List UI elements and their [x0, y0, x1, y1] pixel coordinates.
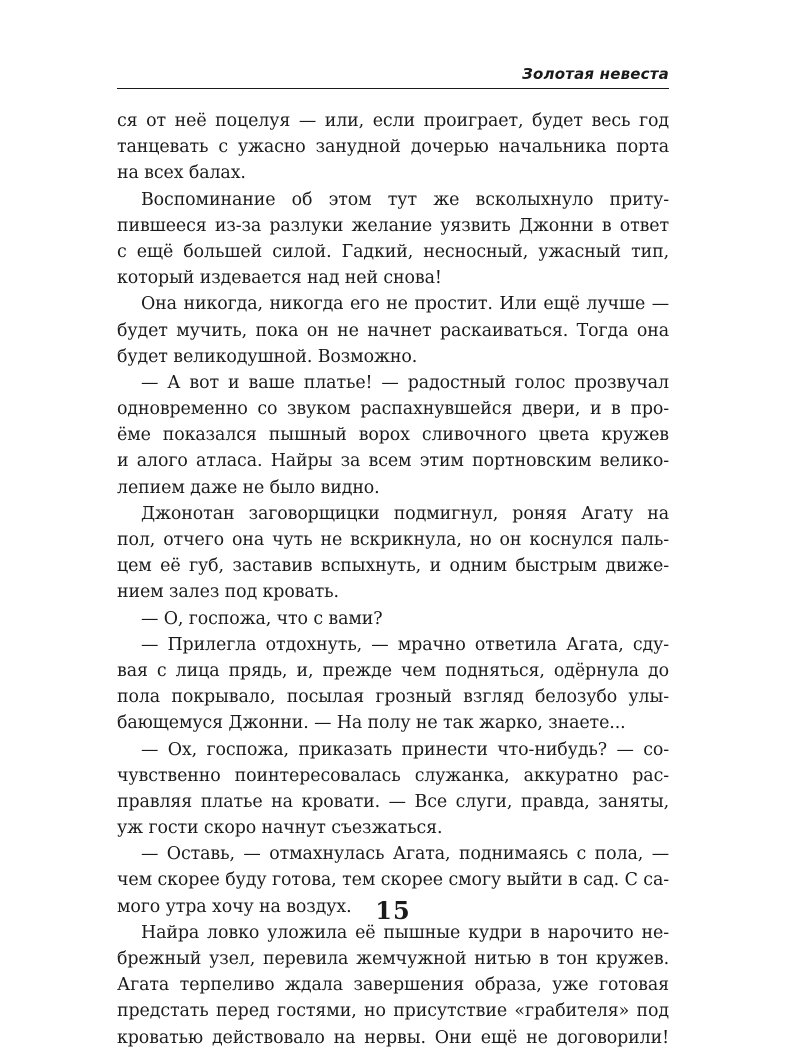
- text-line: пол, отчего она чуть не вскрикнула, но он коснулся паль-: [117, 530, 669, 550]
- text-line: Она никогда, никогда его не простит. Или ещё лучше —: [141, 294, 669, 315]
- text-line: ёме показался пышный ворох сливочного цвета кружев: [117, 425, 669, 446]
- text-line: — Ох, госпожа, приказать принести что-нибудь? — со-: [141, 739, 669, 760]
- text-line: Агата терпеливо ждала завершения образа, уже готовая: [117, 975, 669, 996]
- text-line: будет мучить, пока он не начнет раскаиваться. Тогда она: [117, 320, 669, 341]
- text-line: Джонотан заговорщицки подмигнул, роняя Агату на: [141, 503, 669, 524]
- text-line: пившееся из-за разлуки желание уязвить Джонни в ответ: [117, 215, 669, 236]
- text-line: на всех балах.: [117, 163, 246, 184]
- text-line: и алого атласа. Найры за всем этим портновским велико-: [117, 451, 669, 472]
- text-line: лепием даже не было видно.: [117, 477, 380, 498]
- text-line: — Оставь, — отмахнулась Агата, поднимаясь с пола, —: [141, 844, 669, 865]
- text-line: мого утра хочу на воздух.: [117, 896, 352, 917]
- text-line: Найра ловко уложила её пышные кудри в нарочито не-: [141, 922, 669, 943]
- text-line: бающемуся Джонни. — На полу не так жарко, знаете...: [117, 713, 626, 734]
- text-line: танцевать с ужасно занудной дочерью начальника порта: [117, 137, 669, 158]
- text-line: ся от неё поцелуя — или, если проиграет, будет весь год: [117, 111, 669, 131]
- page-number: 15: [375, 896, 411, 925]
- text-line: — Прилегла отдохнуть, — мрачно ответила Агата, сду-: [141, 634, 669, 655]
- text-line: который издевается над ней снова!: [117, 268, 442, 289]
- header-rule: [117, 88, 669, 89]
- text-line: чувственно поинтересовалась служанка, аккуратно рас-: [117, 765, 669, 786]
- text-line: пола покрывало, посылая грозный взгляд белозубо улы-: [117, 687, 669, 708]
- text-line: нием залез под кровать.: [117, 582, 339, 603]
- text-line: чем скорее буду готова, тем скорее смогу выйти в сад. С са-: [117, 870, 669, 891]
- text-line: правляя платье на кровати. — Все слуги, правда, заняты,: [117, 791, 669, 812]
- text-line: уж гости скоро начнут съезжаться.: [117, 818, 443, 839]
- text-line: цем её губ, заставив вспыхнуть, и одним быстрым движе-: [117, 556, 669, 577]
- text-line: предстать перед гостями, но присутствие «грабителя» под: [117, 1001, 669, 1022]
- text-line: Воспоминание об этом тут же всколыхнуло приту-: [141, 189, 669, 210]
- text-line: кроватью действовало на нервы. Они ещё не договорили!: [117, 1027, 669, 1048]
- text-line: вая с лица прядь, и, прежде чем подняться, одёрнула до: [117, 660, 669, 681]
- text-line: одновременно со звуком распахнувшейся двери, и в про-: [117, 399, 669, 420]
- text-line: — А вот и ваше платье! — радостный голос прозвучал: [141, 372, 669, 393]
- text-line: брежный узел, перевила жемчужной нитью в тон кружев.: [117, 949, 669, 969]
- text-line: с ещё большей силой. Гадкий, несносный, ужасный тип,: [117, 241, 669, 262]
- text-line: будет великодушной. Возможно.: [117, 346, 418, 367]
- text-line: — О, госпожа, что с вами?: [141, 608, 383, 629]
- running-head: Золотая невеста: [522, 65, 669, 83]
